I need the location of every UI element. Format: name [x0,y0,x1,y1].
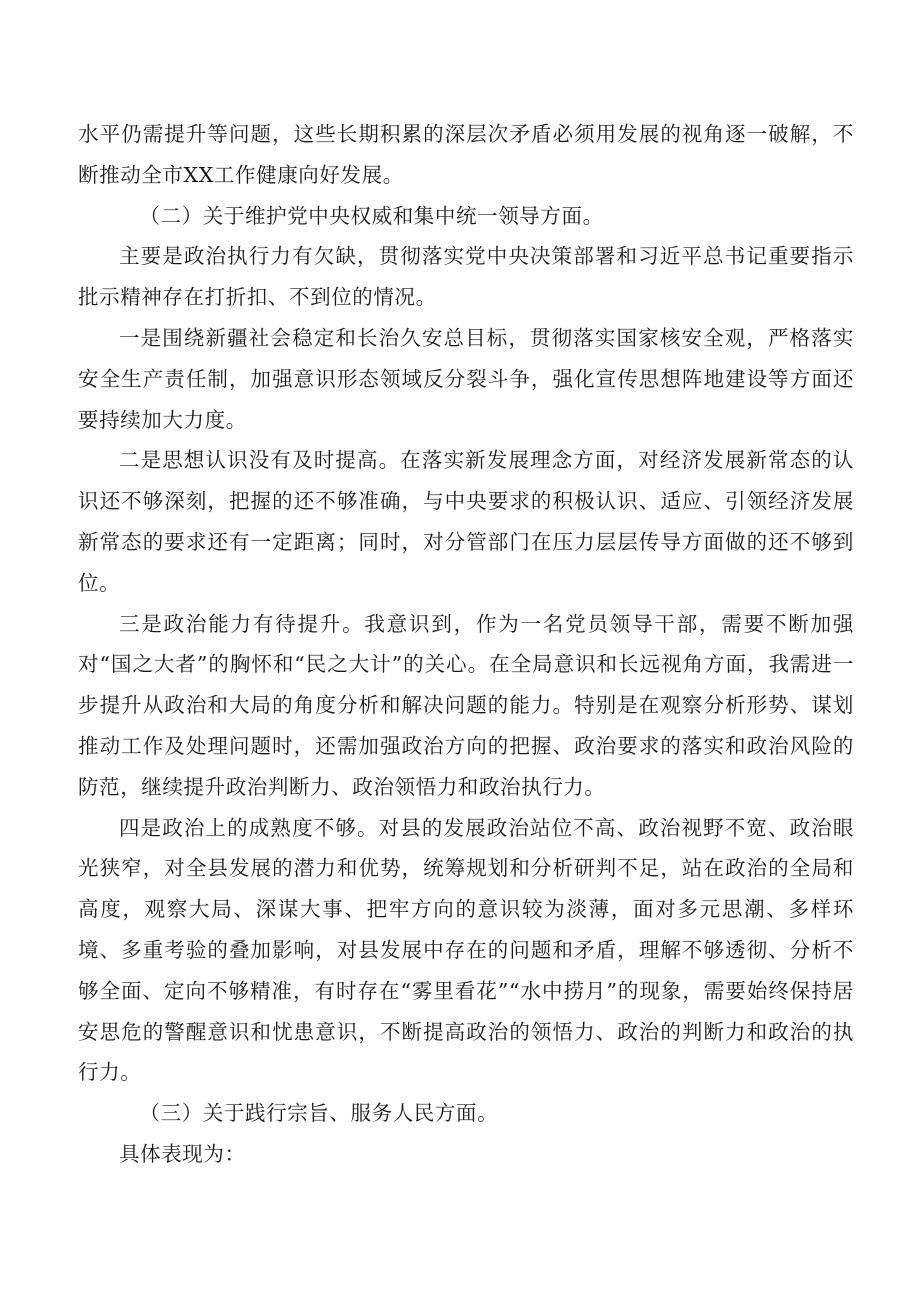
paragraph-point-3: 三是政治能力有待提升。我意识到，作为一名党员领导干部，需要不断加强对“国之大者”的胸怀和“民之大计”的关心。在全局意识和长远视角方面，我需进一步提升从政治和大局的角度分析和解决问题的能力。特别是在观察分析形势、谋划推动工作及处理问题时，还需加强政治方向的把握、政治要求的落实和政治风险的防范，继续提升政治判断力、政治领悟力和政治执行力。 [78,611,854,799]
paragraph-point-4: 四是政治上的成熟度不够。对县的发展政治站位不高、政治视野不宽、政治眼光狭窄，对全县发展的潜力和优势，统筹规划和分析研判不足，站在政治的全局和高度，观察大局、深谋大事、把牢方向的意识较为淡薄，面对多元思潮、多样环境、多重考验的叠加影响，对县发展中存在的问题和矛盾，理解不够透彻、分析不够全面、定向不够精准，有时存在“雾里看花”“水中捞月”的现象，需要始终保持居安思危的警醒意识和忧患意识，不断提高政治的领悟力、政治的判断力和政治的执行力。 [78,815,854,1085]
document-body [78,114,854,1175]
paragraph-continuation: 水平仍需提升等问题，这些长期积累的深层次矛盾必须用发展的视角逐一破解，不断推动全市XX工作健康向好发展。 [78,122,854,187]
paragraph-details-intro: 具体表现为： [119,1141,246,1166]
section-heading-2: （二）关于维护党中央权威和集中统一领导方面。 [139,203,604,228]
section-heading-3: （三）关于践行宗旨、服务人民方面。 [139,1101,499,1126]
paragraph-point-1: 一是围绕新疆社会稳定和长治久安总目标，贯彻落实国家核安全观，严格落实安全生产责任制，加强意识形态领域反分裂斗争，强化宣传思想阵地建设等方面还要持续加大力度。 [78,325,854,432]
paragraph-point-2: 二是思想认识没有及时提高。在落实新发展理念方面，对经济发展新常态的认识还不够深刻，把握的还不够准确，与中央要求的积极认识、适应、引领经济发展新常态的要求还有一定距离；同时，对分管部门在压力层层传导方面做的还不够到位。 [78,448,854,595]
paragraph-summary: 主要是政治执行力有欠缺，贯彻落实党中央决策部署和习近平总书记重要指示批示精神存在打折扣、不到位的情况。 [78,244,854,310]
